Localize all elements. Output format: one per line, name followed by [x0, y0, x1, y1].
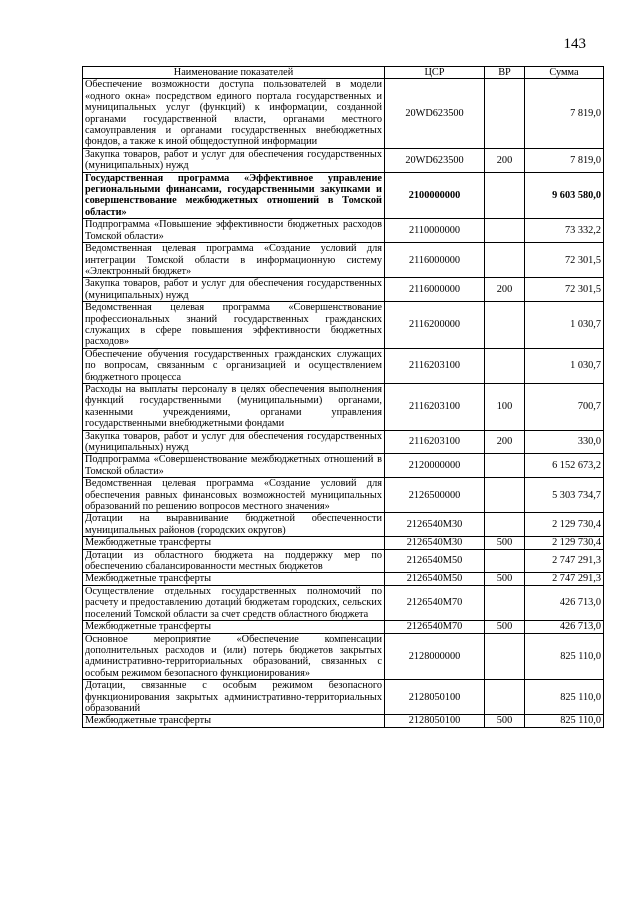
row-name: Закупка товаров, работ и услуг для обеспечения государственных (муниципальных) нужд: [83, 430, 385, 454]
row-name: Дотации из областного бюджета на поддержку мер по обеспечению сбалансированности местных бюджетов: [83, 549, 385, 573]
row-sum: 7 819,0: [525, 79, 604, 148]
row-name: Закупка товаров, работ и услуг для обеспечения государственных (муниципальных) нужд: [83, 278, 385, 302]
table-row: [83, 219, 604, 243]
row-csr: 2100000000: [385, 172, 485, 219]
row-sum: 825 110,0: [525, 715, 604, 727]
table-row: [83, 585, 604, 620]
row-sum: 2 747 291,3: [525, 573, 604, 585]
row-sum: 825 110,0: [525, 680, 604, 715]
table-row: [83, 302, 604, 349]
row-vr: [485, 585, 525, 620]
table-row: [83, 243, 604, 278]
table-row: [83, 621, 604, 633]
row-csr: 2126540М70: [385, 621, 485, 633]
row-vr: [485, 302, 525, 349]
row-csr: 20WD623500: [385, 79, 485, 148]
row-sum: 1 030,7: [525, 302, 604, 349]
row-sum: 2 129 730,4: [525, 537, 604, 549]
row-sum: 426 713,0: [525, 621, 604, 633]
row-sum: 72 301,5: [525, 278, 604, 302]
table-header-row: [83, 67, 604, 79]
table-row: [83, 537, 604, 549]
row-name: Расходы на выплаты персоналу в целях обеспечения выполнения функций государственными (муниципальными) органами, казенными учреждениями, органами управления государственными внебюджетными фондами: [83, 383, 385, 430]
row-vr: 200: [485, 278, 525, 302]
row-vr: [485, 513, 525, 537]
row-name: Межбюджетные трансферты: [83, 621, 385, 633]
row-csr: 2126540М50: [385, 573, 485, 585]
page-number: 143: [563, 36, 586, 52]
row-vr: [485, 219, 525, 243]
row-sum: 330,0: [525, 430, 604, 454]
row-csr: 2116000000: [385, 278, 485, 302]
row-sum: 700,7: [525, 383, 604, 430]
row-csr: 2116000000: [385, 243, 485, 278]
table-row: [83, 148, 604, 172]
row-vr: 500: [485, 715, 525, 727]
row-name: Осуществление отдельных государственных полномочий по расчету и предоставлению дотаций бюджетам городских, сельских поселений Томской области за счет средств областного бюджета: [83, 585, 385, 620]
row-sum: 426 713,0: [525, 585, 604, 620]
header-vr: ВР: [485, 67, 525, 79]
row-sum: 6 152 673,2: [525, 454, 604, 478]
header-name: Наименование показателей: [83, 67, 385, 79]
row-name: Ведомственная целевая программа «Создание условий для интеграции Томской области в информационную систему «Электронный бюджет»: [83, 243, 385, 278]
row-vr: 500: [485, 621, 525, 633]
table-row: [83, 549, 604, 573]
table-row: [83, 513, 604, 537]
row-vr: [485, 454, 525, 478]
row-csr: 2126540М50: [385, 549, 485, 573]
table-row: [83, 680, 604, 715]
row-name: Межбюджетные трансферты: [83, 715, 385, 727]
row-csr: 2116203100: [385, 430, 485, 454]
table-row: [83, 79, 604, 148]
row-name: Обеспечение обучения государственных гражданских служащих по вопросам, связанным с организацией и осуществлением бюджетного процесса: [83, 348, 385, 383]
table-row: [83, 383, 604, 430]
row-csr: 2128050100: [385, 680, 485, 715]
row-sum: 9 603 580,0: [525, 172, 604, 219]
row-vr: 500: [485, 573, 525, 585]
table-body: [83, 79, 604, 727]
row-csr: 2126540М30: [385, 513, 485, 537]
row-csr: 2110000000: [385, 219, 485, 243]
row-vr: [485, 549, 525, 573]
table-row: [83, 573, 604, 585]
row-csr: 2128000000: [385, 633, 485, 680]
row-sum: 2 747 291,3: [525, 549, 604, 573]
row-name: Подпрограмма «Повышение эффективности бюджетных расходов Томской области»: [83, 219, 385, 243]
budget-table: [82, 66, 604, 728]
row-name: Закупка товаров, работ и услуг для обеспечения государственных (муниципальных) нужд: [83, 148, 385, 172]
row-name: Межбюджетные трансферты: [83, 573, 385, 585]
row-csr: 2126540М70: [385, 585, 485, 620]
row-name: Обеспечение возможности доступа пользователей в модели «одного окна» посредством единого портала государственных и муниципальных услуг (функций) к информации, созданной органами государственной власти, органами местного самоуправления и органами государственных внебюджетных фондов, а также к иной общедоступной информации: [83, 79, 385, 148]
table-row: [83, 715, 604, 727]
row-vr: [485, 243, 525, 278]
row-vr: [485, 680, 525, 715]
row-csr: 2128050100: [385, 715, 485, 727]
row-vr: 200: [485, 430, 525, 454]
row-sum: 7 819,0: [525, 148, 604, 172]
row-csr: 2116203100: [385, 348, 485, 383]
table-row: [83, 278, 604, 302]
row-vr: [485, 478, 525, 513]
row-csr: 2126540М30: [385, 537, 485, 549]
row-csr: 2116200000: [385, 302, 485, 349]
row-name: Государственная программа «Эффективное управление региональными финансами, государственными закупками и совершенствование межбюджетных отношений в Томской области»: [83, 172, 385, 219]
table-row: [83, 172, 604, 219]
row-sum: 72 301,5: [525, 243, 604, 278]
row-csr: 20WD623500: [385, 148, 485, 172]
row-vr: [485, 79, 525, 148]
table-row: [83, 633, 604, 680]
row-csr: 2116203100: [385, 383, 485, 430]
row-vr: [485, 633, 525, 680]
row-vr: 200: [485, 148, 525, 172]
row-sum: 2 129 730,4: [525, 513, 604, 537]
row-sum: 825 110,0: [525, 633, 604, 680]
row-vr: 500: [485, 537, 525, 549]
row-sum: 5 303 734,7: [525, 478, 604, 513]
header-csr: ЦСР: [385, 67, 485, 79]
row-name: Подпрограмма «Совершенствование межбюджетных отношений в Томской области»: [83, 454, 385, 478]
row-name: Дотации на выравнивание бюджетной обеспеченности муниципальных районов (городских округов): [83, 513, 385, 537]
row-csr: 2126500000: [385, 478, 485, 513]
row-csr: 2120000000: [385, 454, 485, 478]
table-row: [83, 478, 604, 513]
header-sum: Сумма: [525, 67, 604, 79]
table-row: [83, 454, 604, 478]
row-name: Межбюджетные трансферты: [83, 537, 385, 549]
row-name: Основное мероприятие «Обеспечение компенсации дополнительных расходов и (или) потерь бюджетов закрытых административно-территориальных образований, связанных с особым режимом безопасного функционирования»: [83, 633, 385, 680]
row-vr: 100: [485, 383, 525, 430]
table-row: [83, 430, 604, 454]
row-name: Ведомственная целевая программа «Создание условий для обеспечения равных финансовых возможностей муниципальных образований по решению вопросов местного значения»: [83, 478, 385, 513]
row-vr: [485, 172, 525, 219]
row-name: Дотации, связанные с особым режимом безопасного функционирования закрытых административно-территориальных образований: [83, 680, 385, 715]
row-sum: 1 030,7: [525, 348, 604, 383]
row-sum: 73 332,2: [525, 219, 604, 243]
row-vr: [485, 348, 525, 383]
row-name: Ведомственная целевая программа «Совершенствование профессиональных знаний государственных гражданских служащих в сфере повышения эффективности бюджетных расходов»: [83, 302, 385, 349]
table-row: [83, 348, 604, 383]
